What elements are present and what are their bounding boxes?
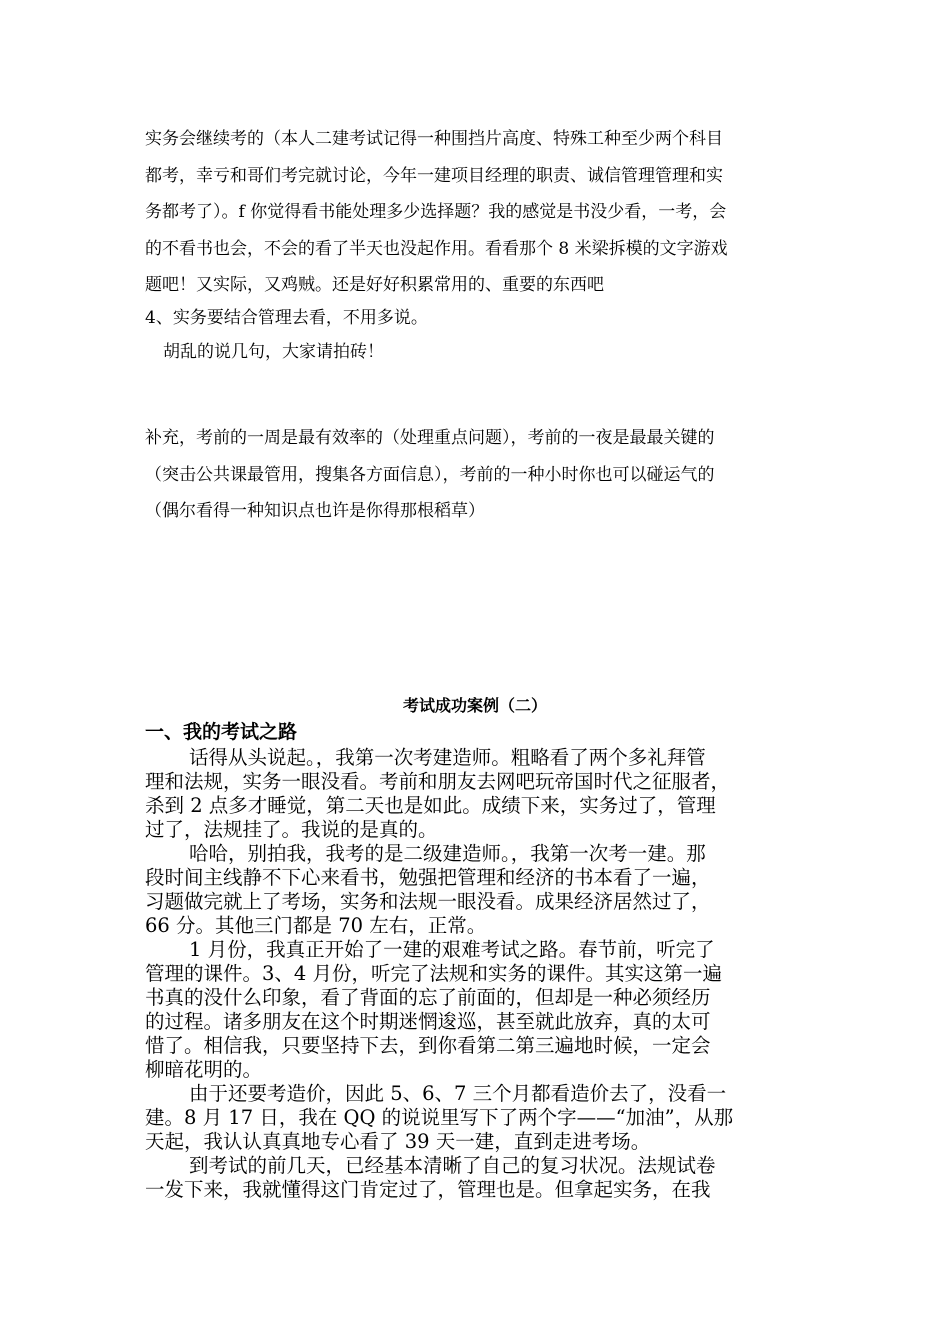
paragraph-line: 建。8 月 17 日，我在 QQ 的说说里写下了两个字——“加油”，从那 [145, 1106, 734, 1129]
paragraph-line: 杀到 2 点多才睡觉，第二天也是如此。成绩下来，实务过了，管理 [145, 794, 716, 817]
paragraph-line: 惜了。相信我，只要坚持下去，到你看第二第三遍地时候，一定会 [145, 1034, 711, 1057]
paragraph-line: 书真的没什么印象，看了背面的忘了前面的，但却是一种必须经历 [145, 986, 711, 1009]
paragraph-line: 习题做完就上了考场，实务和法规一眼没看。成果经济居然过了， [145, 890, 711, 913]
paragraph-line: 务都考了）。f 你觉得看书能处理多少选择题？我的感觉是书没少看，一考，会 [145, 202, 727, 223]
text-block-story [145, 746, 810, 1202]
paragraph-line: 胡乱的说几句，大家请拍砖！ [163, 341, 384, 362]
paragraph-line: 66 分。其他三门都是 70 左右，正常。 [145, 914, 487, 937]
paragraph-line: 实务会继续考的（本人二建考试记得一种围挡片高度、特殊工种至少两个科目 [145, 129, 723, 149]
paragraph-line: 由于还要考造价，因此 5、6、7 三个月都看造价去了，没看一 [189, 1082, 727, 1105]
text-block-supplement [145, 420, 810, 530]
paragraph-line: 理和法规，实务一眼没看。考前和朋友去网吧玩帝国时代之征服者， [145, 770, 731, 793]
paragraph-line: 哈哈，别拍我，我考的是二级建造师。，我第一次考一建。那 [189, 842, 706, 865]
paragraph-line: 4、实务要结合管理去看，不用多说。 [145, 307, 428, 328]
paragraph-line: 段时间主线静不下心来看书，勉强把管理和经济的书本看了一遍， [145, 866, 711, 889]
section-heading: 一、我的考试之路 [145, 721, 298, 743]
paragraph-line: 1 月份，我真正开始了一建的艰难考试之路。春节前，听完了 [189, 938, 715, 961]
paragraph-line: 的过程。诸多朋友在这个时期迷惘逡巡，甚至就此放弃，真的太可 [145, 1010, 711, 1033]
text-block-continuation [145, 121, 810, 372]
paragraph-line: 题吧！又实际，又鸡贼。还是好好积累常用的、重要的东西吧 [145, 275, 604, 296]
paragraph-line: （偶尔看得一种知识点也许是你得那根稻草） [145, 501, 485, 522]
paragraph-line: 天起，我认认真真地专心看了 39 天一建，直到走进考场。 [145, 1130, 651, 1153]
case-title: 考试成功案例（二） [402, 696, 547, 715]
paragraph-line: 一发下来，我就懂得这门肯定过了，管理也是。但拿起实务，在我 [145, 1178, 711, 1201]
paragraph-line: 管理的课件。3、4 月份，听完了法规和实务的课件。其实这第一遍 [145, 962, 723, 985]
paragraph-line: 都考，幸亏和哥们考完就讨论，今年一建项目经理的职责、诚信管理管理和实 [145, 165, 723, 186]
paragraph-line: （突击公共课最管用，搜集各方面信息），考前的一种小时你也可以碰运气的 [145, 464, 715, 485]
paragraph-line: 到考试的前几天，已经基本清晰了自己的复习状况。法规试卷 [189, 1154, 716, 1177]
paragraph-line: 过了，法规挂了。我说的是真的。 [145, 818, 438, 841]
paragraph-line: 补充，考前的一周是最有效率的（处理重点问题），考前的一夜是最最关键的 [145, 428, 715, 448]
paragraph-line: 的不看书也会，不会的看了半天也没起作用。看看那个 8 米梁拆模的文字游戏 [145, 238, 728, 259]
paragraph-line: 柳暗花明的。 [145, 1058, 263, 1081]
paragraph-line: 话得从头说起。，我第一次考建造师。粗略看了两个多礼拜管 [189, 746, 706, 769]
